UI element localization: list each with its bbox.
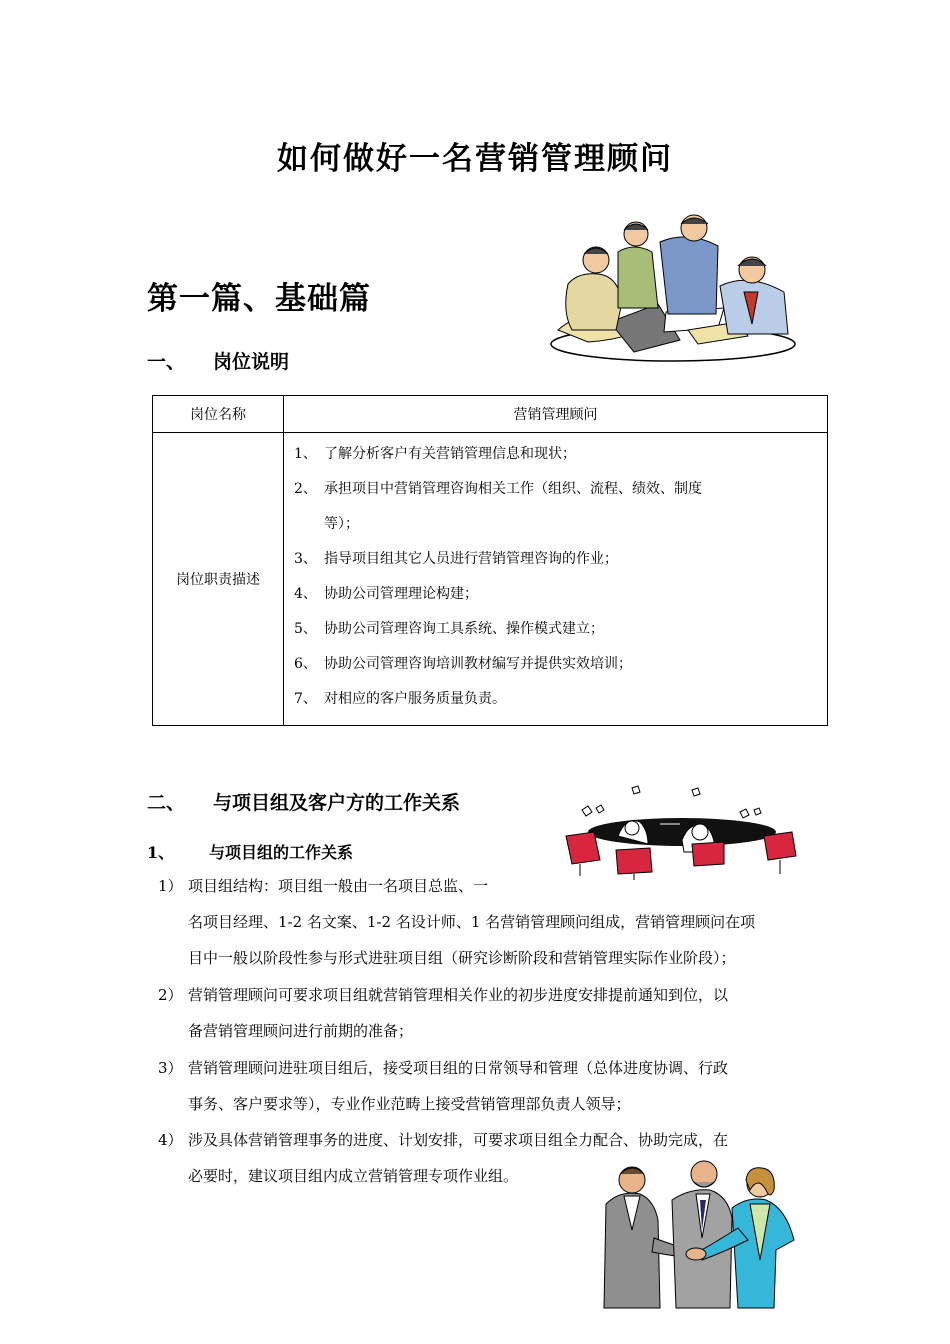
section-1-number: 一、 xyxy=(147,351,186,373)
duty-number: 4、 xyxy=(294,586,317,602)
paragraph-number: 2） xyxy=(158,986,183,1004)
paragraph-line: 目中一般以阶段性参与形式进驻项目组（研究诊断阶段和营销管理实际作业阶段）； xyxy=(188,949,736,967)
section-2-number: 二、 xyxy=(147,792,186,814)
section-2-title: 与项目组及客户方的工作关系 xyxy=(213,792,461,814)
paragraph-line xyxy=(158,868,808,904)
subsection-1-title: 与项目组的工作关系 xyxy=(209,843,354,862)
paragraph xyxy=(158,977,808,1049)
paragraph-line: 名项目经理、1-2 名文案、1-2 名设计师、1 名营销管理顾问组成，营销管理顾问在项 xyxy=(188,913,756,931)
duty-continuation: 等）； xyxy=(324,516,359,532)
paragraph-text: 涉及具体营销管理事务的进度、计划安排，可要求项目组全力配合、协助完成，在 xyxy=(188,1131,729,1149)
duty-text: 协助公司管理咨询工具系统、操作模式建立； xyxy=(324,621,604,637)
duty-item xyxy=(294,577,817,612)
paragraph-text: 营销管理顾问可要求项目组就营销管理相关作业的初步进度安排提前通知到位，以 xyxy=(188,986,729,1004)
paragraph-number: 1） xyxy=(158,877,183,895)
round-table-meeting-clipart xyxy=(560,780,805,880)
paragraph-number: 3） xyxy=(158,1059,183,1077)
duty-text: 了解分析客户有关营销管理信息和现状； xyxy=(324,446,576,462)
paragraph-text: 项目组结构：项目组一般由一名项目总监、一 xyxy=(188,877,489,895)
section-1-title: 岗位说明 xyxy=(213,351,290,373)
people-at-laptop-clipart xyxy=(548,212,798,364)
handshake-clipart xyxy=(598,1160,808,1310)
paragraph-line: 必要时，建议项目组内成立营销管理专项作业组。 xyxy=(188,1167,519,1185)
duties-list xyxy=(284,433,828,726)
section-2-heading xyxy=(147,788,460,815)
duty-item xyxy=(294,682,817,717)
document-title: 如何做好一名营销管理顾问 xyxy=(277,141,673,177)
table-header-row xyxy=(153,396,828,433)
duty-text: 指导项目组其它人员进行营销管理咨询的作业； xyxy=(324,551,618,567)
paragraph-line: 事务、客户要求等），专业作业范畴上接受营销管理部负责人领导； xyxy=(188,1095,631,1113)
paragraph-line xyxy=(158,1050,808,1086)
duty-number: 5、 xyxy=(294,621,317,637)
duty-text: 对相应的客户服务质量负责。 xyxy=(324,691,506,707)
job-name-value: 营销管理顾问 xyxy=(284,396,828,433)
duty-item xyxy=(294,437,817,472)
table-duties-row xyxy=(153,433,828,726)
duty-number: 6、 xyxy=(294,656,317,672)
part-title: 第一篇、基础篇 xyxy=(147,281,371,317)
paragraph-text: 营销管理顾问进驻项目组后，接受项目组的日常领导和管理（总体进度协调、行政 xyxy=(188,1059,729,1077)
duty-item xyxy=(294,647,817,682)
paragraph-line xyxy=(158,977,808,1013)
paragraph xyxy=(158,868,808,976)
subsection-1-heading xyxy=(147,840,353,863)
section-1-heading xyxy=(147,347,289,374)
duty-number: 1、 xyxy=(294,446,317,462)
duty-item xyxy=(294,472,817,507)
job-description-table xyxy=(152,395,828,726)
duty-number: 2、 xyxy=(294,481,317,497)
duty-text: 协助公司管理咨询培训教材编写并提供实效培训； xyxy=(324,656,632,672)
paragraph-number: 4） xyxy=(158,1131,183,1149)
duty-text: 承担项目中营销管理咨询相关工作（组织、流程、绩效、制度 xyxy=(324,481,702,497)
duties-label: 岗位职责描述 xyxy=(153,433,284,726)
subsection-1-number: 1、 xyxy=(147,843,175,862)
duty-number: 3、 xyxy=(294,551,317,567)
job-name-label: 岗位名称 xyxy=(153,396,284,433)
duty-text: 协助公司管理理论构建； xyxy=(324,586,478,602)
paragraph-line: 备营销管理顾问进行前期的准备； xyxy=(188,1022,414,1040)
duty-item xyxy=(294,542,817,577)
duty-item xyxy=(294,612,817,647)
paragraph-line xyxy=(158,1122,808,1158)
paragraph xyxy=(158,1050,808,1122)
duty-number: 7、 xyxy=(294,691,317,707)
